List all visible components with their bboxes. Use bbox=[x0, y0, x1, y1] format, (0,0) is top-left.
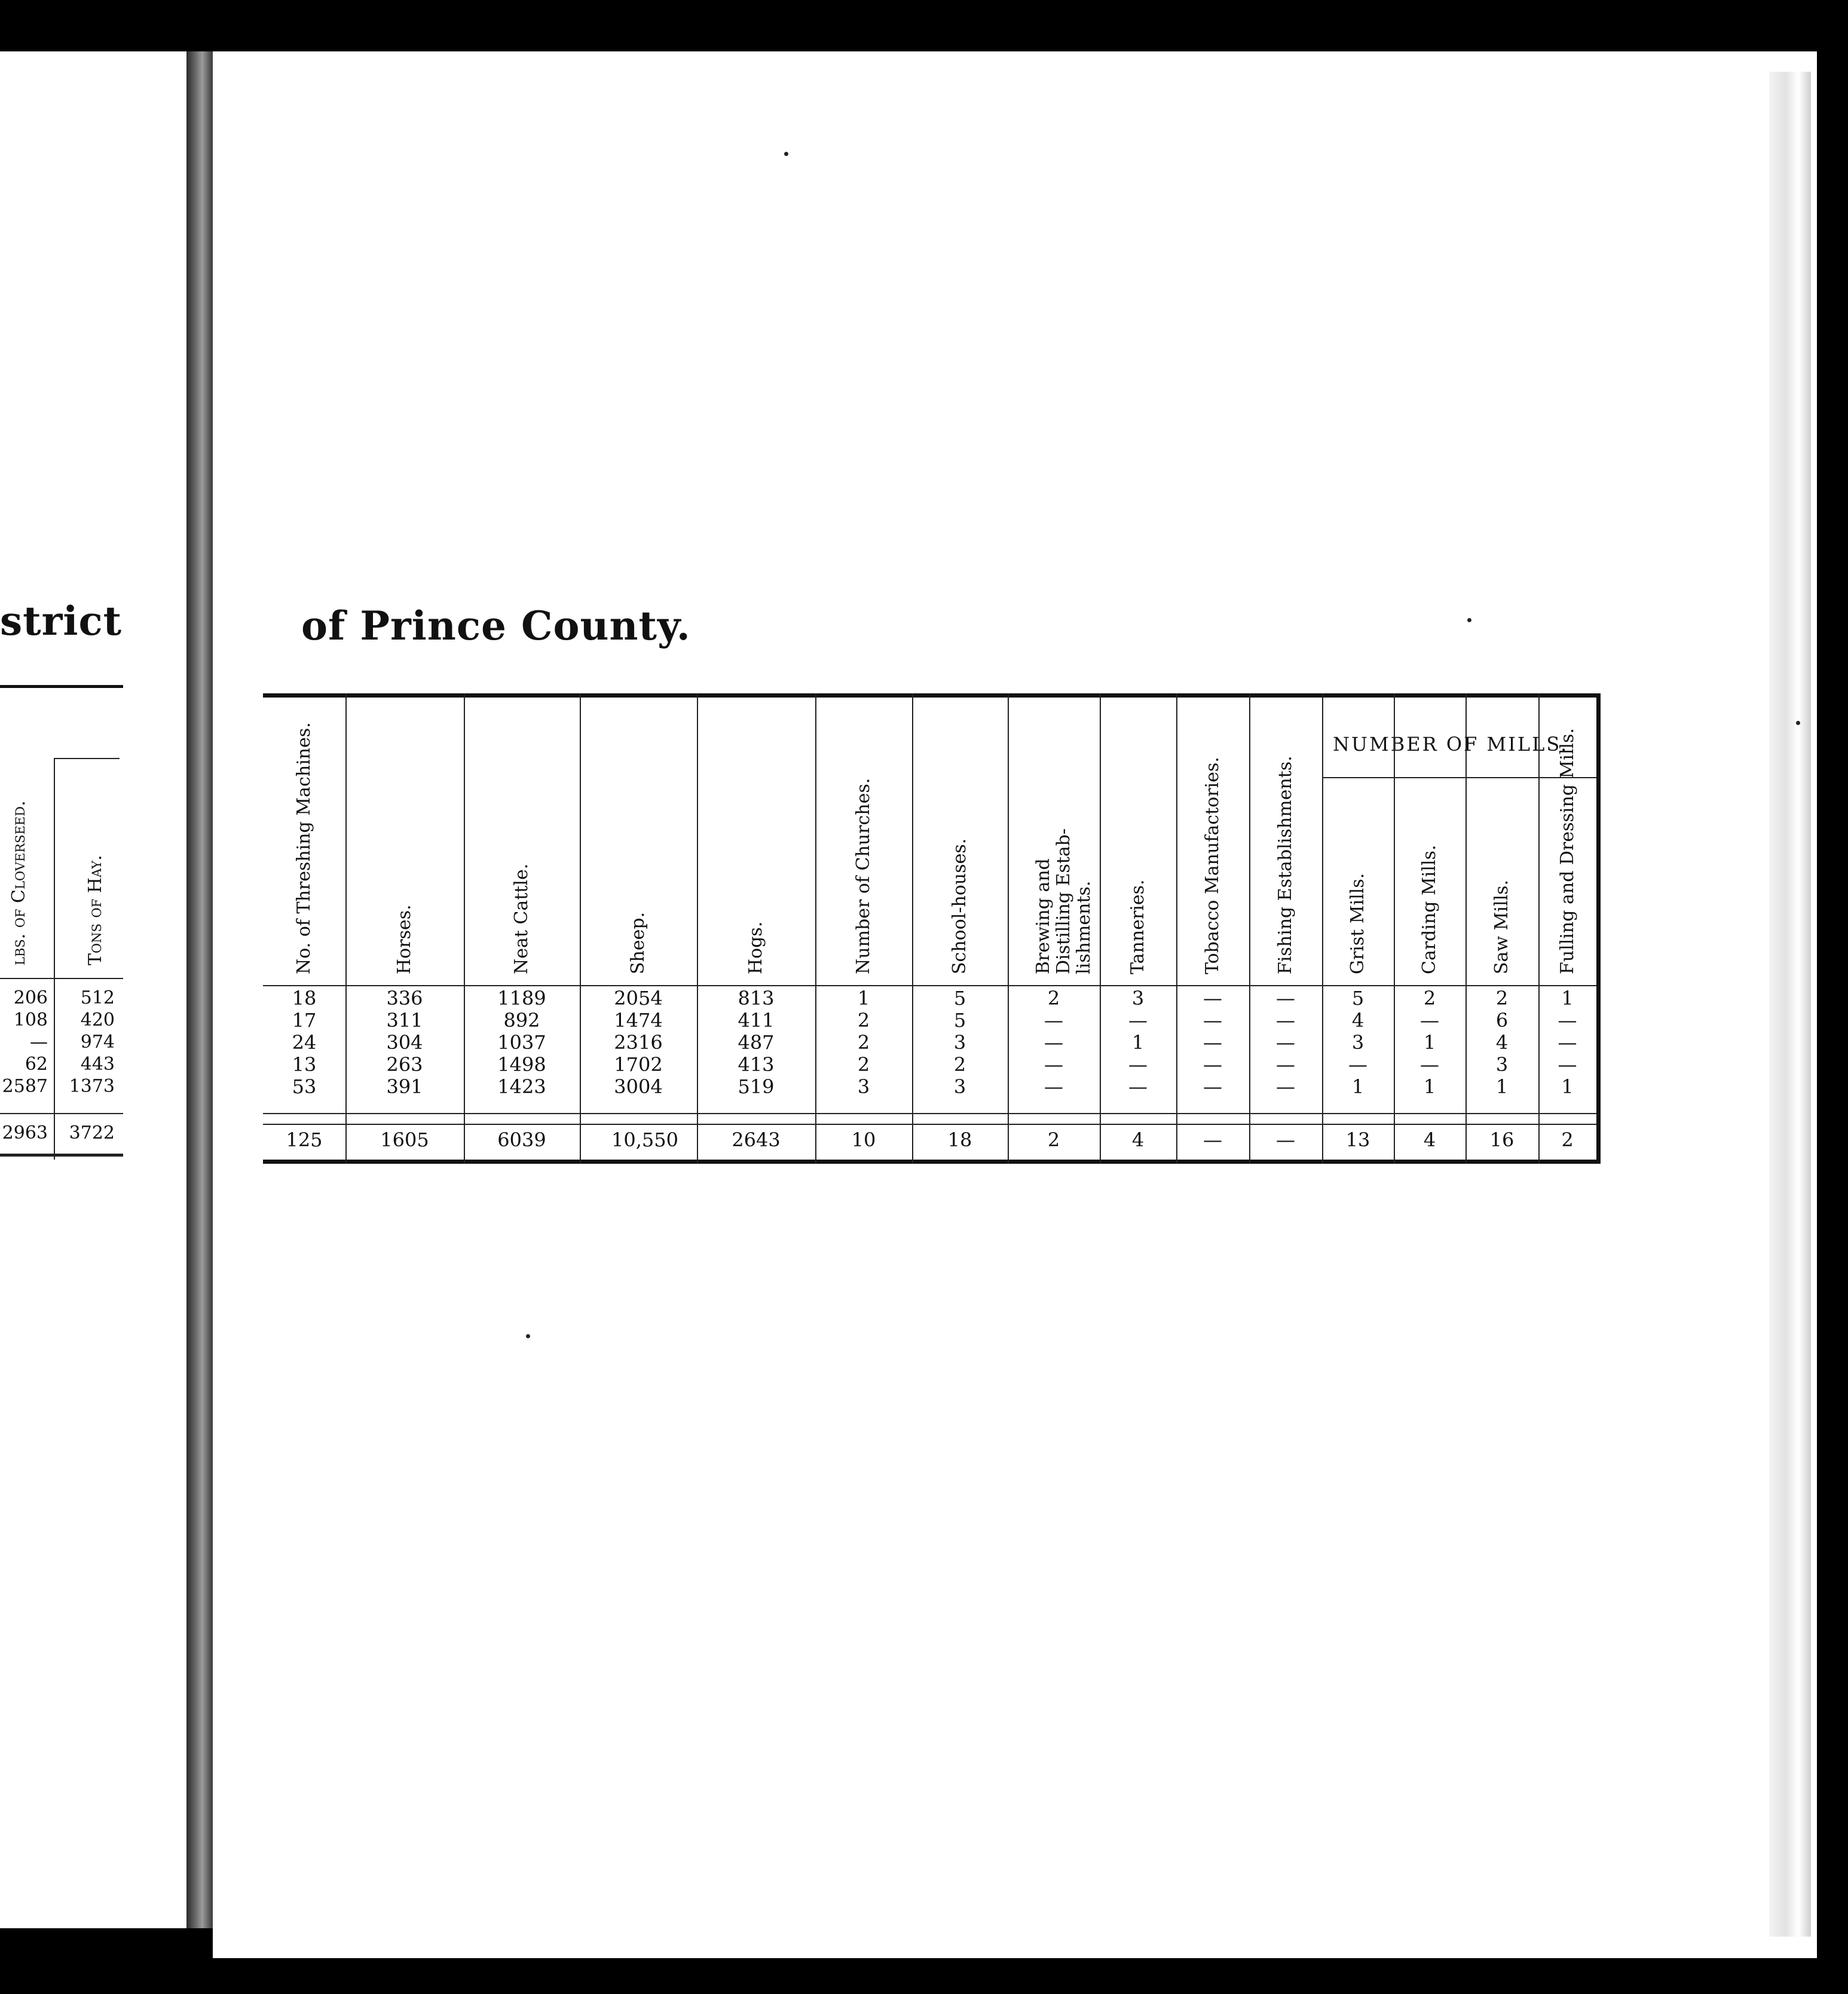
table-cell: 411 bbox=[738, 1009, 775, 1032]
left-total-cell: 3722 bbox=[69, 1123, 115, 1143]
left-table-cell: 443 bbox=[80, 1054, 115, 1075]
table-cell: 2 bbox=[857, 1031, 870, 1054]
table-cell: 813 bbox=[738, 987, 775, 1010]
table-cell: — bbox=[1128, 1053, 1148, 1076]
left-page-title-fragment: strict bbox=[0, 598, 123, 644]
column-divider bbox=[1322, 693, 1323, 1164]
table-cell: 18 bbox=[292, 987, 317, 1010]
table-cell: 519 bbox=[738, 1075, 775, 1098]
table-cell: — bbox=[1203, 1075, 1222, 1098]
table-cell: 3 bbox=[857, 1075, 870, 1098]
column-divider bbox=[697, 693, 698, 1164]
left-totals-rule bbox=[0, 1113, 123, 1114]
table-cell: — bbox=[1276, 1009, 1295, 1032]
table-cell: 5 bbox=[953, 1009, 966, 1032]
table-cell: 53 bbox=[292, 1075, 317, 1098]
table-cell: — bbox=[1128, 1009, 1148, 1032]
column-header: No. of Threshing Machines. bbox=[293, 722, 314, 974]
table-cell: — bbox=[1558, 1009, 1577, 1032]
table-cell: 3 bbox=[953, 1075, 966, 1098]
table-cell: 3 bbox=[1131, 987, 1145, 1010]
mills-group-rule bbox=[1322, 777, 1596, 778]
table-cell: 3 bbox=[953, 1031, 966, 1054]
total-cell: 125 bbox=[286, 1128, 323, 1151]
left-table-cell: — bbox=[30, 1032, 48, 1053]
table-cell: — bbox=[1276, 1075, 1295, 1098]
column-header: Sheep. bbox=[628, 912, 648, 974]
table-cell: 4 bbox=[1495, 1031, 1509, 1054]
table-cell: 2 bbox=[953, 1053, 966, 1076]
total-cell: — bbox=[1276, 1128, 1295, 1151]
left-rows-rule bbox=[0, 978, 123, 979]
table-cell: 24 bbox=[292, 1031, 317, 1054]
total-cell: 2 bbox=[1047, 1128, 1060, 1151]
book-gutter bbox=[186, 51, 213, 1928]
left-column-header: Tons of Hay. bbox=[85, 855, 106, 965]
table-cell: 2 bbox=[857, 1009, 870, 1032]
column-header: Neat Cattle. bbox=[511, 863, 532, 974]
table-cell: 4 bbox=[1351, 1009, 1364, 1032]
table-cell: 1423 bbox=[497, 1075, 546, 1098]
column-divider bbox=[1176, 693, 1177, 1164]
total-cell: 2643 bbox=[732, 1128, 781, 1151]
page-title: of Prince County. bbox=[301, 603, 691, 649]
table-cell: — bbox=[1044, 1031, 1063, 1054]
left-table-cell: 974 bbox=[80, 1032, 115, 1053]
table-cell: 1189 bbox=[497, 987, 546, 1010]
paper-speck bbox=[526, 1334, 530, 1338]
table-cell: 1 bbox=[1351, 1075, 1364, 1098]
column-divider bbox=[1465, 693, 1467, 1164]
table-cell: — bbox=[1203, 987, 1222, 1010]
table-cell: 3 bbox=[1351, 1031, 1364, 1054]
total-cell: 13 bbox=[1345, 1128, 1370, 1151]
left-table-cell: 1373 bbox=[69, 1076, 115, 1097]
table-cell: 3004 bbox=[614, 1075, 663, 1098]
table-cell: — bbox=[1044, 1053, 1063, 1076]
table-cell: — bbox=[1348, 1053, 1367, 1076]
left-header-rule bbox=[54, 758, 120, 759]
total-cell: 4 bbox=[1423, 1128, 1436, 1151]
table-cell: — bbox=[1420, 1009, 1439, 1032]
column-header: Brewing and Distilling Estab-lishments. bbox=[1033, 828, 1094, 974]
left-table-top-rule bbox=[0, 685, 123, 688]
table-cell: 3 bbox=[1495, 1053, 1509, 1076]
table-cell: — bbox=[1558, 1031, 1577, 1054]
table-cell: 1 bbox=[1423, 1075, 1436, 1098]
table-cell: 1474 bbox=[614, 1009, 663, 1032]
table-cell: 1 bbox=[1423, 1031, 1436, 1054]
left-table-cell: 512 bbox=[80, 987, 115, 1008]
table-cell: — bbox=[1128, 1075, 1148, 1098]
column-divider bbox=[1394, 693, 1395, 1164]
table-cell: 1 bbox=[1561, 1075, 1574, 1098]
table-cell: — bbox=[1276, 987, 1295, 1010]
left-total-cell: 2963 bbox=[2, 1123, 48, 1143]
table-cell: 391 bbox=[386, 1075, 423, 1098]
column-divider bbox=[1100, 693, 1101, 1164]
column-divider bbox=[1008, 693, 1009, 1164]
table-cell: 5 bbox=[953, 987, 966, 1010]
total-cell: 10,550 bbox=[611, 1128, 678, 1151]
table-cell: — bbox=[1203, 1053, 1222, 1076]
table-cell: 2 bbox=[1495, 987, 1509, 1010]
table-cell: 2 bbox=[857, 1053, 870, 1076]
left-table-cell: 62 bbox=[25, 1054, 48, 1075]
table-cell: 304 bbox=[386, 1031, 423, 1054]
table-cell: 311 bbox=[386, 1009, 423, 1032]
left-column-header: lbs. of Cloverseed. bbox=[8, 800, 29, 965]
table-cell: 1 bbox=[857, 987, 870, 1010]
table-cell: 1 bbox=[1131, 1031, 1145, 1054]
total-cell: — bbox=[1203, 1128, 1222, 1151]
table-cell: — bbox=[1420, 1053, 1439, 1076]
table-cell: 892 bbox=[503, 1009, 540, 1032]
column-divider bbox=[464, 693, 465, 1164]
left-column-divider bbox=[54, 758, 55, 1160]
left-table-cell: 420 bbox=[80, 1010, 115, 1030]
mills-group-header: NUMBER OF MILLS. bbox=[1333, 733, 1569, 756]
column-header: Tanneries. bbox=[1127, 879, 1148, 974]
table-cell: 487 bbox=[738, 1031, 775, 1054]
table-cell: — bbox=[1203, 1031, 1222, 1054]
total-cell: 16 bbox=[1489, 1128, 1514, 1151]
total-cell: 10 bbox=[851, 1128, 876, 1151]
left-table-cell: 206 bbox=[13, 987, 48, 1008]
table-right-rule bbox=[1596, 693, 1601, 1164]
table-cell: — bbox=[1044, 1075, 1063, 1098]
column-header: Carding Mills. bbox=[1419, 845, 1440, 974]
table-cell: 263 bbox=[386, 1053, 423, 1076]
table-cell: 1 bbox=[1495, 1075, 1509, 1098]
table-cell: — bbox=[1203, 1009, 1222, 1032]
column-header: School-houses. bbox=[949, 838, 970, 974]
table-cell: 5 bbox=[1351, 987, 1364, 1010]
table-cell: 2316 bbox=[614, 1031, 663, 1054]
page-edge bbox=[1769, 72, 1811, 1937]
column-header: Tobacco Manufactories. bbox=[1202, 757, 1223, 974]
column-header: Grist Mills. bbox=[1347, 873, 1368, 974]
table-cell: 13 bbox=[292, 1053, 317, 1076]
table-cell: 2 bbox=[1047, 987, 1060, 1010]
rows-end-rule bbox=[263, 1113, 1596, 1114]
column-divider bbox=[345, 693, 347, 1164]
paper-speck bbox=[1796, 721, 1800, 725]
column-header: Hogs. bbox=[745, 921, 766, 974]
paper-speck bbox=[784, 152, 788, 156]
table-cell: 6 bbox=[1495, 1009, 1509, 1032]
total-cell: 4 bbox=[1131, 1128, 1145, 1151]
table-cell: 336 bbox=[386, 987, 423, 1010]
census-table bbox=[263, 693, 1601, 1172]
total-cell: 2 bbox=[1561, 1128, 1574, 1151]
column-divider bbox=[580, 693, 581, 1164]
total-cell: 1605 bbox=[380, 1128, 429, 1151]
table-cell: — bbox=[1276, 1031, 1295, 1054]
table-cell: — bbox=[1558, 1053, 1577, 1076]
table-cell: 2 bbox=[1423, 987, 1436, 1010]
table-cell: — bbox=[1044, 1009, 1063, 1032]
table-cell: 17 bbox=[292, 1009, 317, 1032]
table-cell: 1702 bbox=[614, 1053, 663, 1076]
table-cell: 1 bbox=[1561, 987, 1574, 1010]
left-bottom-rule bbox=[0, 1154, 123, 1157]
left-table-cell: 108 bbox=[13, 1010, 48, 1030]
column-divider bbox=[815, 693, 816, 1164]
table-cell: 2054 bbox=[614, 987, 663, 1010]
table-cell: 1498 bbox=[497, 1053, 546, 1076]
column-divider bbox=[1249, 693, 1250, 1164]
column-header: Saw Mills. bbox=[1491, 879, 1512, 974]
column-header: Number of Churches. bbox=[853, 778, 874, 974]
left-table-cell: 2587 bbox=[2, 1076, 48, 1097]
column-header: Horses. bbox=[394, 904, 415, 974]
header-rule bbox=[263, 985, 1596, 986]
totals-rule bbox=[263, 1124, 1596, 1125]
column-divider bbox=[912, 693, 913, 1164]
table-cell: 413 bbox=[738, 1053, 775, 1076]
column-header: Fishing Establishments. bbox=[1275, 756, 1296, 974]
column-header: Fulling and Dressing Mills. bbox=[1556, 728, 1578, 974]
table-cell: 1037 bbox=[497, 1031, 546, 1054]
paper-speck bbox=[1467, 618, 1471, 622]
total-cell: 18 bbox=[947, 1128, 972, 1151]
total-cell: 6039 bbox=[497, 1128, 546, 1151]
table-cell: — bbox=[1276, 1053, 1295, 1076]
column-divider bbox=[1538, 693, 1540, 1164]
